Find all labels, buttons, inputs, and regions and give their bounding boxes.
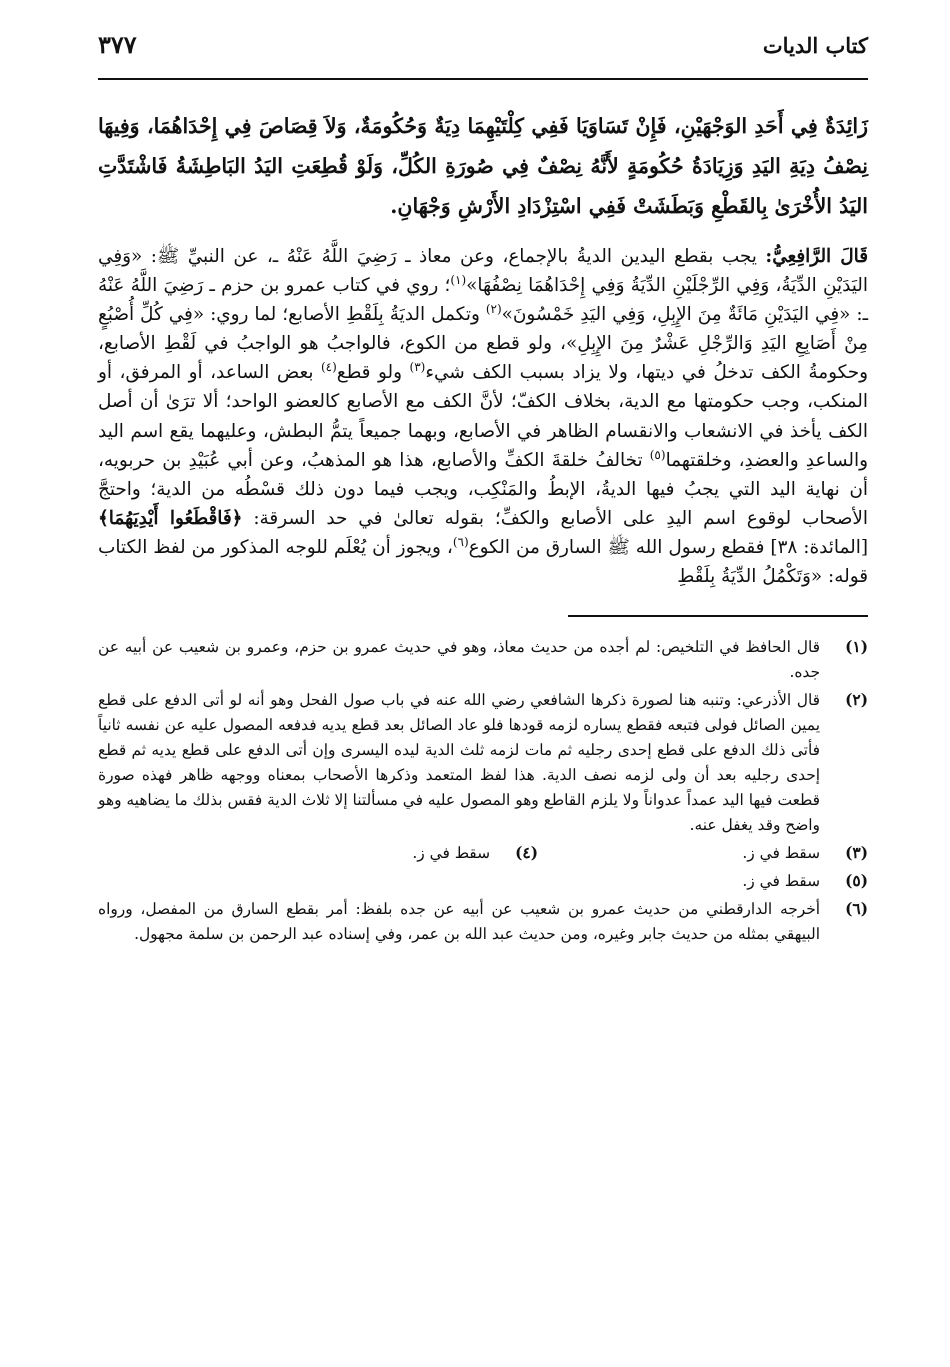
commentary-part: وتكمل الديَةُ بِلَقْطِ الأصابع؛ لما روي: «فِي كُلِّ أُصْبُعٍ مِنْ أَصَابِعِ اليَدِ وَالرِّجْلِ عَشْرٌ مِنَ الإِبِلِ»، ولو قطع من الكوع، فالواجبُ هو الواجبُ في لَقْطِ الأصابع، وحكومةُ الكف تدخلُ في ديتها، ولا يزاد بسبب الكف شيء: [98, 304, 868, 384]
footnote-text: قال الأذرعي: وتنبه هنا لصورة ذكرها الشافعي رضي الله عنه في باب صول الفحل وهو أنه لو أتى الدفع على قطع يمين الصائل فولى فتبعه فقطع يساره لزمه قودها فلو عاد الصائل بعد قطع يديه فدفعه المصول عليه عن نفسه ثانياً فأتى ذلك الدفع على قطع إحدى رجليه ثم مات لزمه ثلث الدية ليده اليسرى وإن أتى الدفع على قطع يديه ثم قطع إحدى رجليه بعد أن ولى لزمه نصف الدية. هذا لفظ المتعمد وذكرها الأصحاب بمعناه ووجهه ظاهر فهذه صورة قطعت فيها اليد عمداً عدواناً ولا يلزم القاطع وهو المصول عليه في مسألتنا إلا ثلاث الدية فقس بذلك ما يضاهيه وهو واضح وقد يغفل عنه.: [98, 691, 820, 835]
footnote-separator: [568, 615, 868, 617]
footnote: [98, 635, 868, 685]
footnote: [98, 869, 868, 894]
footnote-ref: (١): [450, 272, 467, 287]
commentary-part: تخالفُ خلقةَ الكفِّ والأصابع، هذا هو المذهبُ، وعن أبي عُبَيْدِ بن حربويه، أن نهاية اليد التي يجبُ فيها الديةُ، الإبطُ والمَنْكِب، ويجب فيما دون ذلك قسْطُه من الدية؛ واحتجَّ الأصحاب لوقوع اسم اليدِ على الأصابع والكفِّ؛ بقوله تعالىٰ في حد السرقة:: [98, 449, 869, 529]
page-number: ٣٧٧: [98, 30, 137, 59]
footnote-number: (٣): [845, 844, 868, 863]
commentary-lead: قَالَ الرَّافِعِيُّ:: [765, 246, 868, 267]
footnote-text: أخرجه الدارقطني من حديث عمرو بن شعيب عن أبيه عن جده بلفظ: أمر بقطع السارق من المفصل، ورواه البيهقي بمثله من حديث جابر وغيره، ومن حديث عبد الله بن عمر، وفي إسناده عبد الرحمن بن سلمة مجهول.: [98, 900, 820, 944]
footnote: [208, 841, 538, 866]
footnote: [98, 688, 868, 838]
footnote-number: (١): [845, 638, 868, 657]
commentary-part: [المائدة: ٣٨] فقطع رسول الله ﷺ السارق من الكوع: [468, 536, 868, 558]
header-rule: [98, 78, 868, 80]
footnotes: [98, 635, 868, 947]
commentary-part: ، ويجوز أن يُعْلَم للوجه المذكور من لفظ الكتاب قوله: «وَتَكْمُلُ الدِّيَةُ بِلَقْطِ: [98, 536, 868, 588]
footnote-text: سقط في ز.: [412, 844, 490, 863]
footnote-ref: (٥): [649, 447, 666, 462]
footnote-text: سقط في ز.: [742, 844, 820, 863]
footnote-row: [98, 841, 868, 866]
footnote-number: (٢): [845, 691, 868, 710]
main-text: زَائِدَةٌ فِي أَحَدِ الوَجْهَيْنِ، فَإِنْ تَسَاوَيَا فَفِي كِلْتَيْهِمَا دِيَةٌ وَحُكُومَةٌ، وَلاَ قِصَاصَ فِي إِحْدَاهُمَا، وَفِيهَا نِصْفُ دِيَةِ اليَدِ وَزِيَادَةُ حُكُومَةٍ لأَنَّهُ نِصْفٌ فِي صُورَةِ الكُلِّ، وَلَوْ قُطِعَتِ اليَدُ البَاطِشَةُ فَاشْتَدَّتِ اليَدُ الأُخْرَىٰ بِالقَطْعِ وَبَطَشَتْ فَفِي اسْتِزْدَادِ الأَرْشِ وَجْهَانِ.: [98, 114, 868, 218]
footnote-ref: (٤): [320, 360, 337, 375]
footnote: [538, 841, 868, 866]
commentary-part: بعض الساعد، أو المرفق، أو المنكب، وجب حكومتها مع الدية، بخلاف الكفّ؛ لأنَّ الكف مع الأصابع كالعضو الواحد؛ ألا ترَىٰ أن أصل الكف يأخذ في الانشعاب والانقسام الظاهر في الأصابع، وبهما جميعاً يتمُّ البطش، وعليهما يقع اسم اليد والساعدِ والعضدِ، وخلقتهما: [98, 362, 868, 471]
commentary-part: ؛ روي في كتاب عمرو بن حزم ـ رَضِيَ اللَّهُ عَنْهُ ـ: «فِي اليَدَيْنِ مَائَةٌ مِنَ الإِبِلِ، وَفِي اليَدِ خَمْسُونَ»: [98, 275, 868, 326]
running-header: [98, 30, 868, 74]
footnote: [98, 897, 868, 947]
commentary: [98, 242, 868, 591]
footnote-number: (٤): [515, 844, 538, 863]
book-title: كتاب الديات: [762, 33, 868, 58]
page: [98, 30, 868, 950]
footnote-number: (٥): [845, 872, 868, 891]
footnote-text: قال الحافظ في التلخيص: لم أجده من حديث معاذ، وهو في حديث عمرو بن حزم، وعمرو بن شعيب عن أبيه عن جده.: [98, 638, 820, 682]
commentary-part: ولو قطع: [336, 362, 410, 384]
footnote-ref: (٢): [485, 302, 502, 317]
quran-verse: ﴿فَاقْطَعُوا أَيْدِيَهُمَا﴾: [98, 507, 243, 529]
footnote-ref: (٣): [409, 360, 426, 375]
footnote-ref: (٦): [452, 534, 469, 549]
footnote-text: سقط في ز.: [742, 872, 820, 891]
footnote-number: (٦): [845, 900, 868, 919]
commentary-part: يجب بقطع اليدين الديةُ بالإجماع، وعن معاذ ـ رَضِيَ اللَّهُ عَنْهُ ـ، عن النبيِّ ﷺ: «وَفِي اليَدَيْنِ الدِّيَةُ، وَفِي الرِّجْلَيْنِ الدِّيَةُ وَفِي إِحْدَاهُمَا نِصْفُهَا»: [98, 246, 869, 297]
